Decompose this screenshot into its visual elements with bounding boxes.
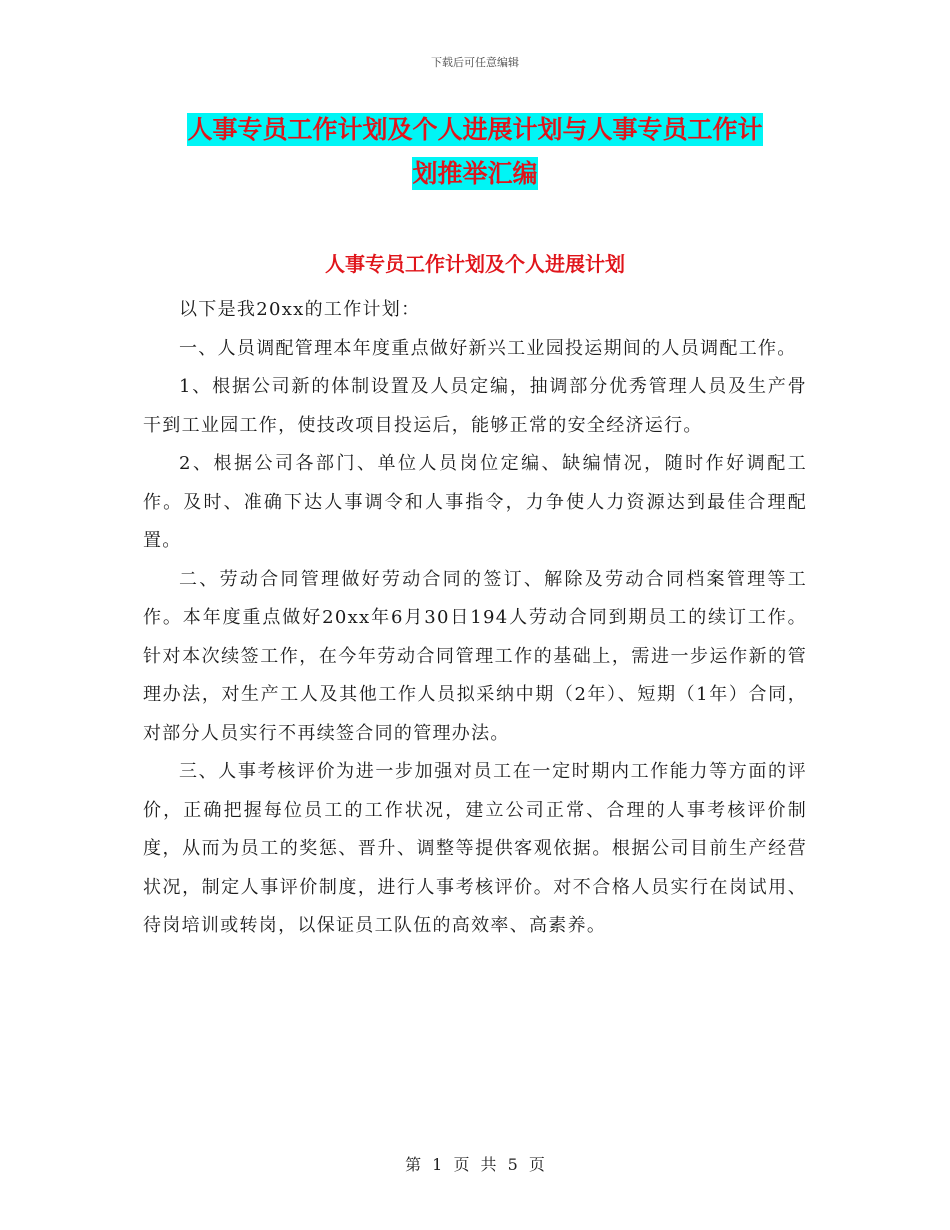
paragraph-evaluation: 三、人事考核评价为进一步加强对员工在一定时期内工作能力等方面的评价，正确把握每位员工的工作状况，建立公司正常、合理的人事考核评价制度，从而为员工的奖惩、晋升、调整等提供客观依据。根据公司目前生产经营状况，制定人事评价制度，进行人事考核评价。对不合格人员实行在岗试用、待岗培训或转岗，以保证员工队伍的高效率、高素养。 xyxy=(143,761,807,936)
paragraph-personnel-allocation: 一、人员调配管理本年度重点做好新兴工业园投运期间的人员调配工作。 xyxy=(179,337,797,359)
paragraph-intro: 以下是我20xx的工作计划： xyxy=(179,299,421,320)
main-title xyxy=(143,108,807,196)
paragraph-item-2: 2、根据公司各部门、单位人员岗位定编、缺编情况，随时作好调配工作。及时、准确下达人事调令和人事指令，力争使人力资源达到最佳合理配置。 xyxy=(143,453,807,551)
paragraph-item-1: 1、根据公司新的体制设置及人员定编，抽调部分优秀管理人员及生产骨干到工业园工作，使技改项目投运后，能够正常的安全经济运行。 xyxy=(143,376,807,436)
body-text xyxy=(143,291,807,946)
header-note: 下载后可任意编辑 xyxy=(431,56,519,69)
main-title-line-2: 划推举汇编 xyxy=(412,159,538,188)
paragraph-labor-contract: 二、劳动合同管理做好劳动合同的签订、解除及劳动合同档案管理等工作。本年度重点做好20xx年6月30日194人劳动合同到期员工的续订工作。针对本次续签工作，在今年劳动合同管理工作的基础上，需进一步运作新的管理办法，对生产工人及其他工作人员拟采纳中期（2年）、短期（1年）合同，对部分人员实行不再续签合同的管理办法。 xyxy=(143,568,807,744)
section-title: 人事专员工作计划及个人进展计划 xyxy=(325,252,625,276)
page-footer: 第 1 页 共 5 页 xyxy=(405,1155,545,1174)
main-title-line-1: 人事专员工作计划及个人进展计划与人事专员工作计 xyxy=(187,115,763,144)
